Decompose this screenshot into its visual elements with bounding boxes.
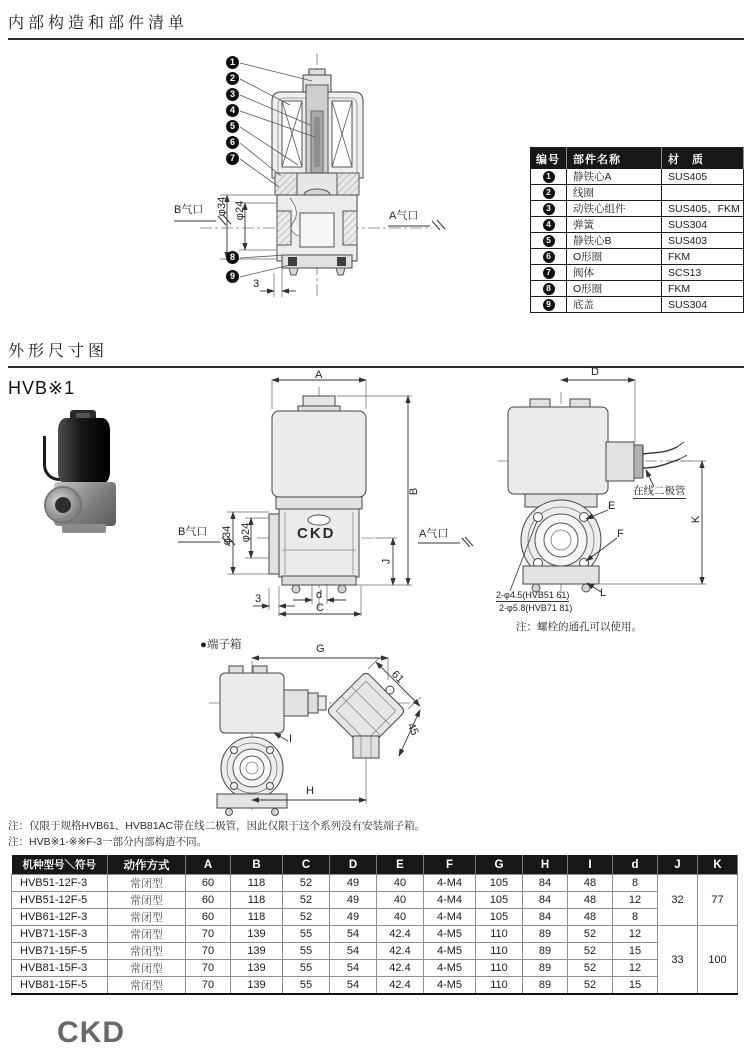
dim-col-6: E [377, 855, 424, 875]
internal-structure-diagram [160, 45, 470, 315]
note-line-1: 注：仅限于规格HVB61、HVB81AC带在线二极管，因此仅限于这个系列没有安装端子箱。 [8, 820, 426, 832]
dim-phi24: φ24 [234, 200, 247, 221]
part-number: 1 [543, 171, 555, 183]
callout-1: 1 [226, 56, 239, 69]
part-material: SUS304 [662, 297, 744, 313]
parts-row [531, 185, 744, 201]
dim-col-7: F [424, 855, 476, 875]
dim-col-13: K [698, 855, 738, 875]
dim-row-HVB71-15F-5: HVB71-15F-5 常闭型 70 139 55 54 42.4 4-M5 110 89 52 15 [12, 943, 738, 960]
part-material [662, 185, 744, 201]
parts-row [531, 249, 744, 265]
parts-row [531, 201, 744, 217]
dimension-table [11, 855, 738, 995]
dim-col-4: C [283, 855, 330, 875]
terminal-dim-G: G [316, 643, 325, 655]
parts-row [531, 217, 744, 233]
terminal-box-label: ●端子箱 [200, 639, 242, 651]
callout-9: 9 [226, 270, 239, 283]
dim-col-8: G [476, 855, 523, 875]
terminal-dim-45: 45 [404, 721, 421, 738]
part-number: 3 [543, 203, 555, 215]
dim-col-1: 动作方式 [108, 855, 186, 875]
front-dim-C: C [316, 602, 324, 614]
note-line-2: 注：HVB※1-※※F-3一部分内部构造不同。 [8, 836, 208, 848]
port-b-label: B气口 [174, 204, 204, 216]
front-dim-d: d [316, 589, 323, 601]
parts-table-header [531, 148, 744, 170]
callout-6: 6 [226, 136, 239, 149]
part-number: 6 [543, 251, 555, 263]
front-port-b-label: B气口 [178, 526, 208, 538]
callout-7: 7 [226, 152, 239, 165]
dim-row-HVB61-12F-3: HVB61-12F-3 常闭型 60 118 52 49 40 4-M4 105 84 48 8 [12, 909, 738, 926]
front-dim-phi34: φ34 [221, 525, 234, 546]
dim-row-HVB81-15F-3: HVB81-15F-3 常闭型 70 139 55 54 42.4 4-M5 110 89 52 12 [12, 960, 738, 977]
part-material: SUS403 [662, 233, 744, 249]
model-series-label: HVB※1 [8, 378, 76, 398]
part-name: 阀体 [567, 265, 662, 281]
front-dim-J: J [380, 558, 393, 565]
callout-4: 4 [226, 104, 239, 117]
part-material: SCS13 [662, 265, 744, 281]
dim-col-12: J [658, 855, 698, 875]
part-name: O形圈 [567, 249, 662, 265]
side-dim-D: D [591, 366, 599, 378]
dim-row-HVB51-12F-5: HVB51-12F-5 常闭型 60 118 52 49 40 4-M4 105 84 48 12 [12, 892, 738, 909]
front-dim-phi24: φ24 [240, 522, 253, 543]
callout-column [160, 45, 470, 315]
terminal-dim-H: H [306, 785, 314, 797]
dim-phi34: φ34 [216, 196, 229, 217]
dim-row-HVB51-12F-3: HVB51-12F-3 常闭型 60 118 52 49 40 4-M4 105 84 48 8 32 77 [12, 875, 738, 892]
dim-col-10: I [568, 855, 613, 875]
side-dim-K: K [690, 515, 703, 524]
dim-col-0: 机种型号＼符号 [12, 855, 108, 875]
dim-col-3: B [231, 855, 283, 875]
part-material: SUS405、FKM [662, 201, 744, 217]
dim-K-merged: 100 [698, 926, 738, 995]
part-material: SUS304 [662, 217, 744, 233]
part-number: 7 [543, 267, 555, 279]
side-dim-L: L [600, 587, 607, 599]
dim-col-2: A [186, 855, 231, 875]
dim-J-merged: 33 [658, 926, 698, 995]
front-dim-A: A [315, 369, 323, 381]
part-number: 4 [543, 219, 555, 231]
dim-col-5: D [330, 855, 377, 875]
product-photo [46, 410, 120, 542]
bolt-holes-small-label: 2-φ4.5(HVB51 61) [496, 590, 570, 600]
callout-8: 8 [226, 251, 239, 264]
dim-col-9: H [523, 855, 568, 875]
brand-logo: CKD [57, 1016, 125, 1049]
terminal-dim-61: 61 [388, 668, 407, 686]
part-material: FKM [662, 249, 744, 265]
dim-table-body [12, 875, 738, 995]
terminal-dim-I: I [289, 733, 293, 745]
parts-col-material: 材 质 [662, 148, 744, 170]
dim-row-HVB81-15F-5: HVB81-15F-5 常闭型 70 139 55 54 42.4 4-M5 110 89 52 15 [12, 977, 738, 995]
part-material: FKM [662, 281, 744, 297]
front-view-drawing [165, 362, 477, 632]
side-view-drawing [480, 362, 750, 647]
part-material: SUS405 [662, 169, 744, 185]
terminal-box-drawing [185, 628, 485, 823]
part-name: 静铁心A [567, 169, 662, 185]
part-name: 底盖 [567, 297, 662, 313]
part-name: 静铁心B [567, 233, 662, 249]
side-dim-E: E [608, 500, 616, 512]
part-name: 弹簧 [567, 217, 662, 233]
parts-col-no: 编号 [531, 148, 567, 170]
part-number: 9 [543, 299, 555, 311]
part-name: 动铁心组件 [567, 201, 662, 217]
parts-table-body [531, 169, 744, 313]
side-view-note: 注：螺栓的通孔可以使用。 [516, 621, 642, 633]
parts-col-name: 部件名称 [567, 148, 662, 170]
callout-2: 2 [226, 72, 239, 85]
section-title-outline: 外形尺寸图 [8, 338, 744, 368]
parts-row [531, 265, 744, 281]
photo-coil [58, 418, 110, 484]
dim-K-merged: 77 [698, 875, 738, 926]
part-name: O形圈 [567, 281, 662, 297]
body-logo: CKD [297, 525, 336, 542]
side-dim-F: F [617, 528, 624, 540]
dim-row-HVB71-15F-3: HVB71-15F-3 常闭型 70 139 55 54 42.4 4-M5 110 89 52 12 33 100 [12, 926, 738, 943]
part-number: 8 [543, 283, 555, 295]
terminal-box-svg [185, 628, 485, 823]
port-a-label: A气口 [389, 210, 419, 222]
dim-J-merged: 32 [658, 875, 698, 926]
dim-3: 3 [253, 278, 260, 290]
dim-col-11: d [613, 855, 658, 875]
part-name: 线圈 [567, 185, 662, 201]
inline-diode-label: 在线二极管 [633, 485, 686, 497]
part-number: 2 [543, 187, 555, 199]
bolt-holes-large-label: 2-φ5.8(HVB71 81) [499, 603, 573, 613]
parts-row [531, 297, 744, 313]
parts-row [531, 169, 744, 185]
parts-row [531, 233, 744, 249]
front-dim-B: B [408, 487, 421, 496]
front-port-a-label: A气口 [419, 528, 449, 540]
part-number: 5 [543, 235, 555, 247]
section-title-internal: 内部构造和部件清单 [8, 10, 744, 40]
callout-5: 5 [226, 120, 239, 133]
front-dim-3: 3 [255, 593, 262, 605]
dim-table-header-row [12, 855, 738, 875]
parts-table [530, 147, 744, 313]
parts-row [531, 281, 744, 297]
callout-3: 3 [226, 88, 239, 101]
